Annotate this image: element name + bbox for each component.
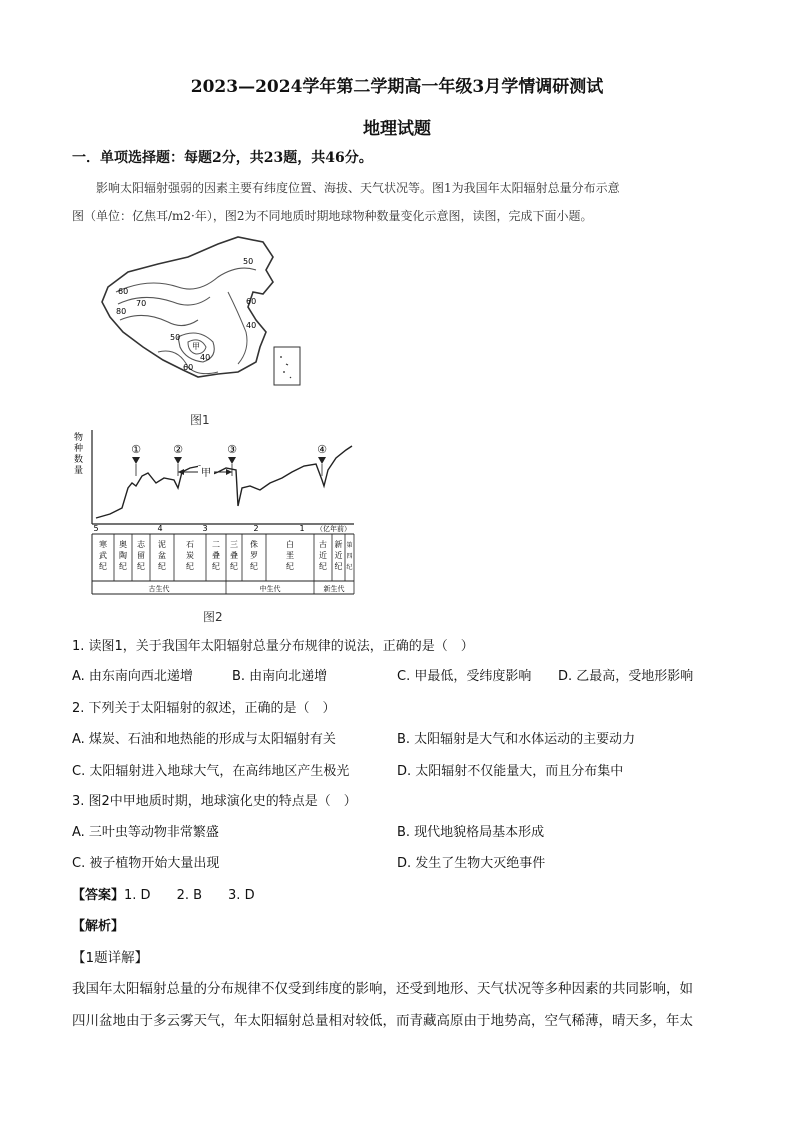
event-marker <box>318 457 326 464</box>
question-2-option-d[interactable]: D. 太阳辐射不仅能量大，而且分布集中 <box>397 764 624 779</box>
answer-row <box>72 884 255 903</box>
period-label: 石 <box>186 540 194 549</box>
period-label: 奥 <box>119 540 127 549</box>
question-1-stem: 1. 读图1，关于我国年太阳辐射总量分布规律的说法，正确的是（ ） <box>72 639 474 654</box>
contour-label: 40 <box>246 321 257 330</box>
period-label: 纪 <box>137 562 145 571</box>
event-marker <box>132 457 140 464</box>
answer-item: 2. B <box>176 888 203 903</box>
period-label: 纪 <box>212 562 220 571</box>
question-3-option-a[interactable]: A. 三叶虫等动物非常繁盛 <box>72 825 219 840</box>
period-label: 叠 <box>230 551 238 560</box>
period-label: 纪 <box>250 562 258 571</box>
species-curve <box>96 446 352 518</box>
analysis-label: 【解析】 <box>72 919 125 934</box>
event-marker-label: ② <box>173 443 183 456</box>
period-label: 白 <box>286 540 294 549</box>
contour-line <box>118 297 210 305</box>
age-tick-label: 2 <box>253 524 259 533</box>
figure2-caption: 图2 <box>203 610 223 624</box>
contour-label: 80 <box>116 307 127 316</box>
era-label: 新生代 <box>323 585 345 593</box>
intro-line-2: 图（单位：亿焦耳/m2·年），图2为不同地质时期地球物种数量变化示意图，读图，完成下面小题。 <box>72 209 593 223</box>
y-axis-label: 数 <box>74 455 84 465</box>
period-label: 陶 <box>119 551 127 560</box>
answer-item: 3. D <box>228 888 255 903</box>
period-label: 古 <box>319 540 327 549</box>
period-label: 四 <box>346 553 353 560</box>
south-sea-inset <box>274 347 300 385</box>
question-3-option-d[interactable]: D. 发生了生物大灭绝事件 <box>397 856 546 871</box>
question-3-stem: 3. 图2中甲地质时期，地球演化史的特点是（ ） <box>72 794 357 809</box>
page-subtitle: 地理试题 <box>363 119 431 139</box>
period-label: 留 <box>137 551 145 560</box>
figure1-map <box>88 232 308 402</box>
period-label: 纪 <box>99 562 107 571</box>
period-label: 近 <box>334 551 343 560</box>
contour-label: 50 <box>243 257 254 266</box>
period-label: 近 <box>319 551 327 560</box>
contour-label: 60 <box>246 297 257 306</box>
era-label: 古生代 <box>148 585 170 593</box>
analysis-line-2: 四川盆地由于多云雾天气，年太阳辐射总量相对较低，而青藏高原由于地势高，空气稀薄，晴天多，年太 <box>72 1013 693 1029</box>
question-2-option-c[interactable]: C. 太阳辐射进入地球大气，在高纬地区产生极光 <box>72 764 350 779</box>
period-label: 炭 <box>186 551 194 560</box>
question-2-option-a[interactable]: A. 煤炭、石油和地热能的形成与太阳辐射有关 <box>72 732 336 747</box>
contour-label: 70 <box>136 299 147 308</box>
event-marker-label: ③ <box>227 443 237 456</box>
question-2-option-b[interactable]: B. 太阳辐射是大气和水体运动的主要动力 <box>397 732 636 747</box>
y-axis-label: 量 <box>74 466 84 476</box>
figure1-caption: 图1 <box>190 413 210 427</box>
contour-line <box>120 315 198 325</box>
question-1-option-d[interactable]: D. 乙最高，受地形影响 <box>558 669 694 684</box>
contour-label: 60 <box>118 287 129 296</box>
contour-line <box>116 268 256 292</box>
period-label: 纪 <box>319 562 327 571</box>
analysis-sub-label: 【1题详解】 <box>72 950 149 966</box>
period-label: 纪 <box>230 562 238 571</box>
period-label: 第 <box>346 542 353 549</box>
age-unit: （亿年前） <box>316 525 351 533</box>
event-marker <box>174 457 182 464</box>
period-label: 纪 <box>346 564 353 571</box>
figure2-chart <box>70 428 360 600</box>
contour-label: 50 <box>170 333 181 342</box>
period-label: 二 <box>212 540 220 549</box>
intro-line-1: 影响太阳辐射强弱的因素主要有纬度位置、海拔、天气状况等。图1为我国年太阳辐射总量分布示意 <box>96 181 620 195</box>
period-label: 纪 <box>334 562 343 571</box>
period-label: 盆 <box>158 551 166 560</box>
contour-label: 40 <box>200 353 211 362</box>
question-1-option-b[interactable]: B. 由南向北递增 <box>232 669 328 684</box>
event-marker-label: ① <box>131 443 141 456</box>
y-axis-label: 种 <box>74 444 84 454</box>
south-sea-islands <box>280 357 291 378</box>
age-tick-label: 4 <box>157 524 163 533</box>
period-label: 志 <box>137 540 145 549</box>
analysis-line-1: 我国年太阳辐射总量的分布规律不仅受到纬度的影响，还受到地形、天气状况等多种因素的共同影响，如 <box>72 981 693 997</box>
period-label: 垩 <box>286 551 294 560</box>
question-3-option-c[interactable]: C. 被子植物开始大量出现 <box>72 856 220 871</box>
period-label: 纪 <box>286 562 294 571</box>
period-label: 新 <box>334 540 343 549</box>
contour-label: 60 <box>183 363 194 372</box>
span-label: 甲 <box>201 468 211 479</box>
age-tick-label: 1 <box>299 524 305 533</box>
event-marker-label: ④ <box>317 443 327 456</box>
period-label: 泥 <box>158 540 166 549</box>
event-marker <box>228 457 236 464</box>
era-label: 中生代 <box>259 585 281 593</box>
answer-label: 【答案】 <box>72 888 125 903</box>
page-title: 2023—2024学年第二学期高一年级3月学情调研测试 <box>190 77 604 97</box>
answer-item: 1. D <box>124 888 151 903</box>
period-label: 武 <box>99 551 107 560</box>
question-2-stem: 2. 下列关于太阳辐射的叙述，正确的是（ ） <box>72 701 336 716</box>
period-label: 三 <box>230 540 238 549</box>
period-label: 罗 <box>250 551 258 560</box>
span-arrow-head-right <box>226 469 232 475</box>
age-tick-label: 3 <box>202 524 208 533</box>
y-axis-label: 物 <box>74 433 84 443</box>
question-1-option-a[interactable]: A. 由东南向西北递增 <box>72 669 193 684</box>
period-label: 叠 <box>212 551 220 560</box>
place-label: 甲 <box>192 342 200 351</box>
contour-line <box>228 292 247 364</box>
question-3-option-b[interactable]: B. 现代地貌格局基本形成 <box>397 825 545 840</box>
section-heading: 一．单项选择题：每题2分，共23题，共46分。 <box>72 150 373 166</box>
period-label: 纪 <box>158 562 166 571</box>
period-label: 寒 <box>99 540 107 549</box>
period-label: 侏 <box>250 540 258 549</box>
period-label: 纪 <box>119 562 127 571</box>
question-1-option-c[interactable]: C. 甲最低，受纬度影响 <box>397 669 532 684</box>
age-tick-label: 5 <box>93 524 99 533</box>
period-label: 纪 <box>186 562 194 571</box>
